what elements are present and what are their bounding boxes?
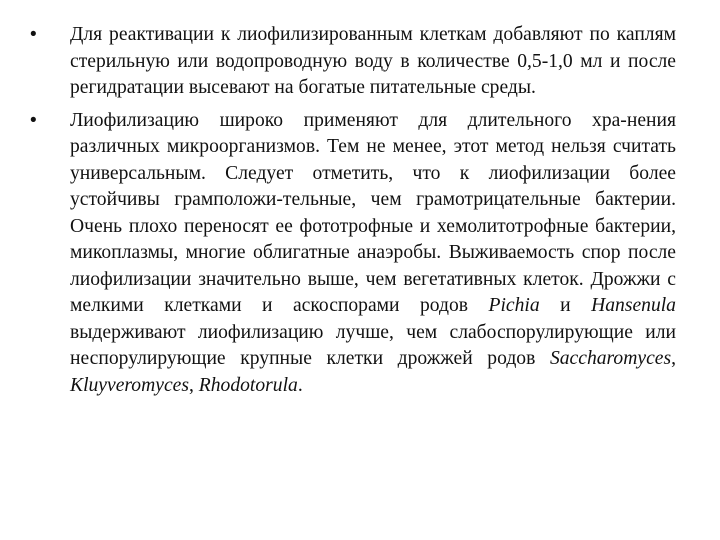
bullet-list bbox=[30, 22, 676, 399]
genus-name-pichia: Pichia bbox=[488, 295, 540, 316]
bullet-text-part: , bbox=[671, 348, 676, 369]
genus-name-saccharomyces: Saccharomyces bbox=[549, 348, 672, 369]
bullet-icon: • bbox=[30, 109, 37, 131]
bullet-text-part: Лиофилизацию широко применяют для длительного хра-нения различных микроорганизмов. Тем не менее, этот метод нельзя считать универсальным. Следует отметить, что к лиофилизации более устойчивы грамположи-тельные, чем грамотрицательные бактерии. Очень плохо переносят ее фототрофные и хемолитотрофные бактерии, микоплазмы, многие облигатные анаэробы. Выживаемость спор после лиофилизации значительно выше, чем вегетативных клеток. Дрожжи с мелкими клетками и аскоспорами родов bbox=[70, 109, 676, 316]
bullet-text: Для реактивации к лиофилизированным клеткам добавляют по каплям стерильную или водопроводную воду в количестве 0,5-1,0 мл и после регидратации высевают на богатые питательные среды. bbox=[70, 24, 676, 98]
bullet-text-part: выдерживают лиофилизацию лучше, чем слабоспорулирующие или неспорулирующие крупные клетки дрожжей родов bbox=[70, 321, 676, 369]
genus-name-hansenula: Hansenula bbox=[591, 295, 676, 316]
genus-name-kluyveromyces: Kluyveromyces bbox=[70, 374, 189, 396]
bullet-text-part: , bbox=[188, 374, 199, 396]
bullet-icon: • bbox=[30, 24, 37, 45]
bullet-item-lyophilization bbox=[30, 108, 676, 400]
bullet-text-part: . bbox=[297, 374, 303, 396]
bullet-item-reactivation bbox=[30, 22, 676, 102]
genus-name-rhodotorula: Rhodotorula bbox=[198, 374, 298, 396]
bullet-text-part: и bbox=[539, 295, 592, 316]
